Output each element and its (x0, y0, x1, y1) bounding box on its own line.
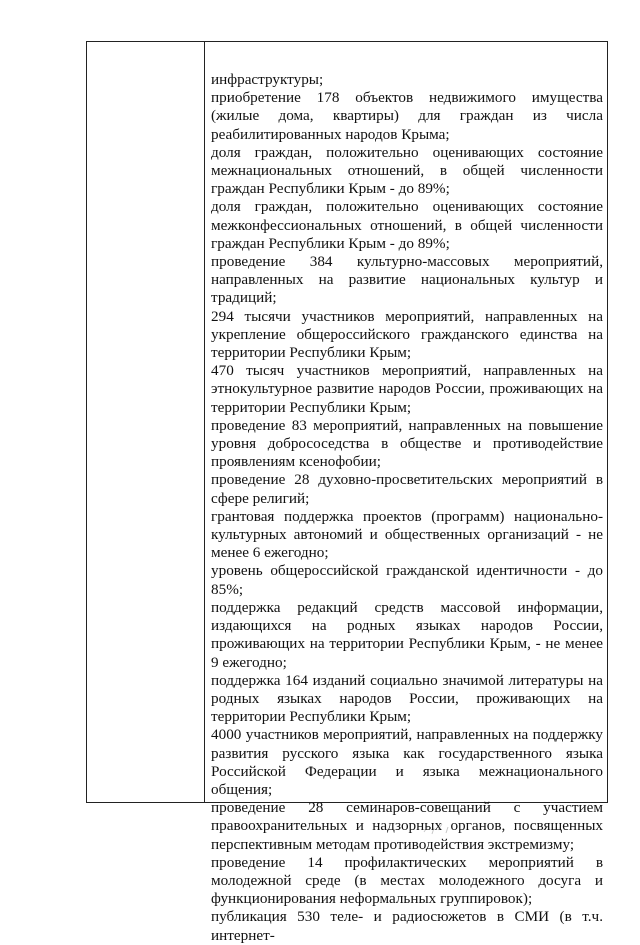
column-divider (204, 42, 205, 802)
list-item: поддержка редакций средств массовой информации, издающихся на родных языках народов России, проживающих на территории Республики Крым, - не менее 9 ежегодно; (211, 598, 603, 671)
list-item: доля граждан, положительно оценивающих состояние межконфессиональных отношений, в общей численности граждан Республики Крым - до 89%; (211, 198, 603, 252)
indicators-cell (211, 71, 603, 945)
list-item: проведение 14 профилактических мероприятий в молодежной среде (в местах молодежного досуга и функционирования неформальных группировок); (211, 853, 603, 908)
scan-artifact (420, 818, 460, 838)
list-item: инфраструктуры; (211, 71, 324, 88)
list-item: грантовая поддержка проектов (программ) национально-культурных автономий и общественных организаций - не менее 6 ежегодно; (211, 507, 603, 562)
list-item: проведение 28 семинаров-совещаний с участием правоохранительных и надзорных органов, посвященных перспективным методам противодействия экстремизму; (211, 799, 603, 853)
document-table (86, 41, 608, 944)
list-item: 470 тысяч участников мероприятий, направленных на этнокультурное развитие народов России, проживающих на территории Республики Крым; (211, 362, 603, 416)
list-item: уровень общероссийской гражданской идентичности - до 85%; (211, 562, 603, 598)
list-item: проведение 384 культурно-массовых мероприятий, направленных на развитие национальных культур и традиций; (211, 253, 603, 307)
list-item: приобретение 178 объектов недвижимого имущества (жилые дома, квартиры) для граждан из числа реабилитированных народов Крыма; (211, 89, 603, 143)
list-item: проведение 83 мероприятий, направленных на повышение уровня добрососедства в обществе и противодействие проявлениям ксенофобии; (211, 416, 603, 471)
list-item: 294 тысячи участников мероприятий, направленных на укрепление общероссийского гражданского единства на территории Республики Крым; (211, 307, 603, 362)
list-item: доля граждан, положительно оценивающих состояние межнациональных отношений, в общей численности граждан Республики Крым - до 89%; (211, 143, 603, 198)
list-item: 4000 участников мероприятий, направленных на поддержку развития русского языка как государственного языка Российской Федерации и языка межнационального общения; (211, 726, 603, 798)
list-item: поддержка 164 изданий социально значимой литературы на родных языках народов России, проживающих на территории Республики Крым; (211, 671, 603, 726)
list-item: публикация 530 теле- и радиосюжетов в СМИ (в т.ч. интернет- (211, 908, 603, 944)
list-item: проведение 28 духовно-просветительских мероприятий в сфере религий; (211, 471, 603, 507)
